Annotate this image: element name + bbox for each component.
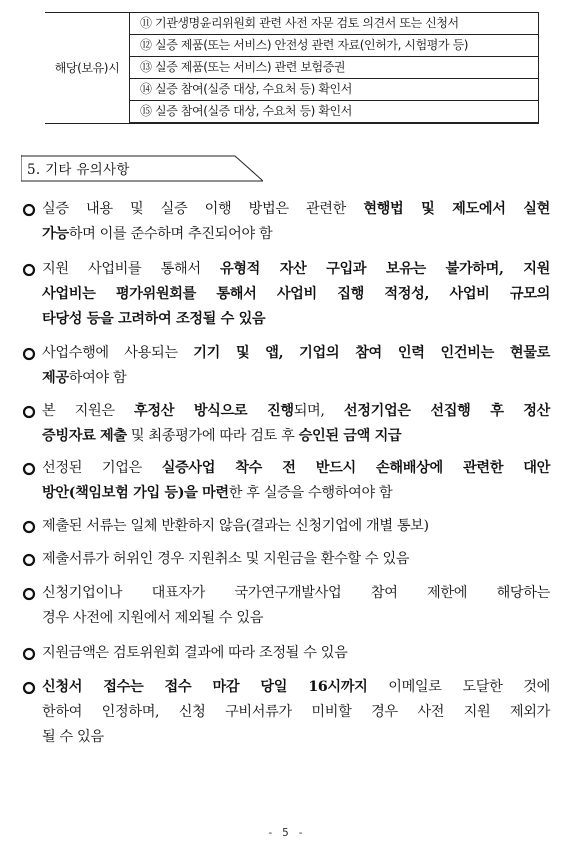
list-item: 실증 내용 및 실증 이행 방법은 관련한 현행법 및 제도에서 실현 가능하며 이를 준수하며 추진되어야 함 (22, 197, 550, 247)
hollow-circle-bullet-icon (22, 347, 36, 361)
hollow-circle-bullet-icon (22, 587, 36, 601)
list-item: 본 지원은 후정산 방식으로 진행되며, 선정기업은 선집행 후 정산 증빙자료 제출 및 최종평가에 따라 검토 후 승인된 금액 지급 (22, 399, 550, 449)
section-title: 5. 기타 유의사항 (27, 162, 130, 178)
category-cell: 해당(보유)시 (45, 13, 130, 124)
table-row: ⑫ 실증 제품(또는 서비스) 안전성 관련 자료(인허가, 시험평가 등) (130, 35, 539, 57)
list-item: 사업수행에 사용되는 기기 및 앱, 기업의 참여 인력 인건비는 현물로 제공하여야 함 (22, 341, 550, 391)
hollow-circle-bullet-icon (22, 203, 36, 217)
list-item: 제출서류가 허위인 경우 지원취소 및 지원금을 환수할 수 있음 (22, 547, 550, 572)
list-item: 제출된 서류는 일체 반환하지 않음(결과는 신청기업에 개별 통보) (22, 514, 550, 539)
list-item: 신청서 접수는 접수 마감 당일 16시까지 이메일로 도달한 것에 한하여 인정하며, 신청 구비서류가 미비할 경우 사전 지원 제외가 될 수 있음 (22, 675, 550, 750)
list-item: 선정된 기업은 실증사업 착수 전 반드시 손해배상에 관련한 대안 방안(책임보험 가입 등)을 마련한 후 실증을 수행하여야 함 (22, 456, 550, 506)
list-item: 지원 사업비를 통해서 유형적 자산 구입과 보유는 불가하며, 지원 사업비는 평가위원회를 통해서 사업비 집행 적정성, 사업비 규모의 타당성 등을 고려하여 조정될 수 있음 (22, 257, 550, 332)
section-header (21, 155, 263, 182)
hollow-circle-bullet-icon (22, 647, 36, 661)
table-row: ⑭ 실증 참여(실증 대상, 수요처 등) 확인서 (130, 79, 539, 101)
table-row: ⑮ 실증 참여(실증 대상, 수요처 등) 확인서 (130, 101, 539, 124)
list-item: 신청기업이나 대표자가 국가연구개발사업 참여 제한에 해당하는 경우 사전에 지원에서 제외될 수 있음 (22, 581, 550, 631)
hollow-circle-bullet-icon (22, 520, 36, 534)
hollow-circle-bullet-icon (22, 405, 36, 419)
list-item: 지원금액은 검토위원회 결과에 따라 조정될 수 있음 (22, 641, 550, 666)
table-row: ⑬ 실증 제품(또는 서비스) 관련 보험증권 (130, 57, 539, 79)
attachments-table (45, 12, 539, 124)
hollow-circle-bullet-icon (22, 462, 36, 476)
hollow-circle-bullet-icon (22, 681, 36, 695)
page-number: - 5 - (266, 826, 306, 839)
hollow-circle-bullet-icon (22, 263, 36, 277)
table-row: ⑪ 기관생명윤리위원회 관련 사전 자문 검토 의견서 또는 신청서 (130, 13, 539, 35)
hollow-circle-bullet-icon (22, 553, 36, 567)
